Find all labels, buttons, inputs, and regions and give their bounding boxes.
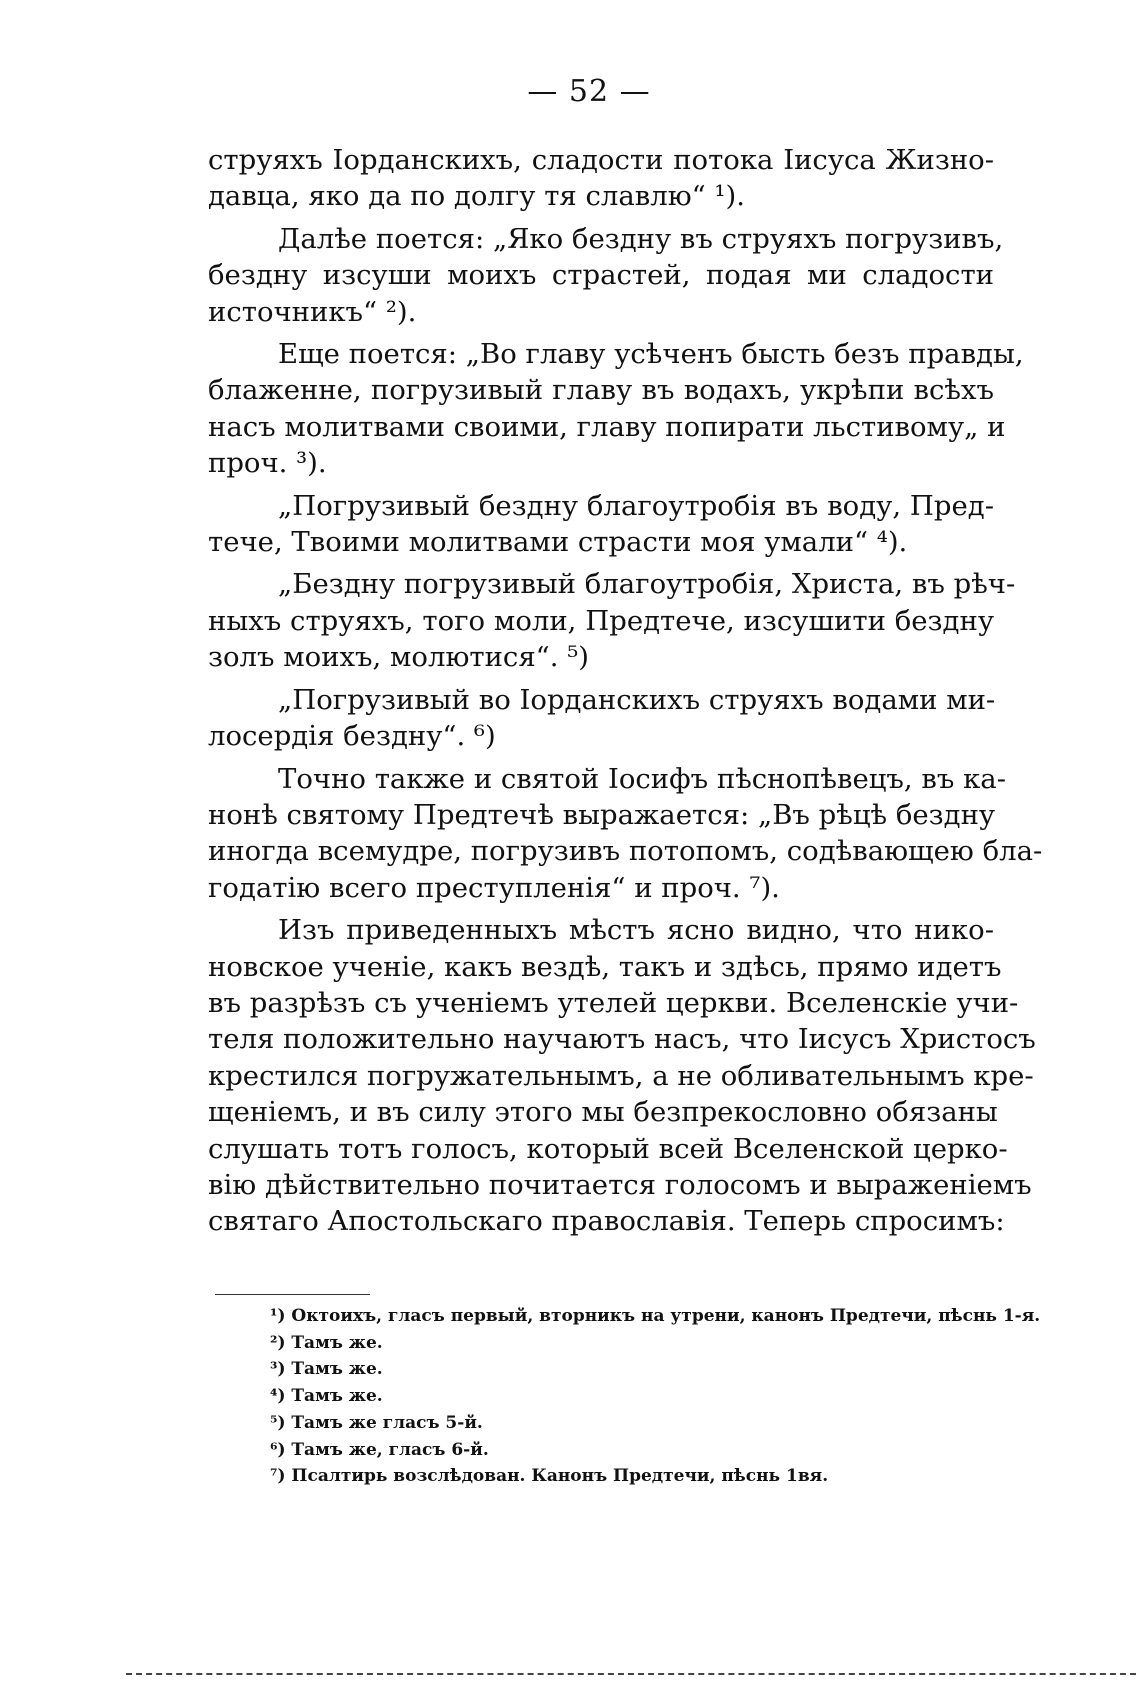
- text-line: проч. ³).: [208, 447, 327, 480]
- text-line: Точно также и святой Іосифъ пѣснопѣвецъ, въ ка-: [278, 762, 1006, 795]
- text-line: лосердія бездну“. ⁶): [208, 720, 496, 753]
- text-line: бездну изсуши моихъ страстей, подая ми сладости: [208, 259, 994, 292]
- text-line: годатію всего преступленія“ и проч. ⁷).: [208, 871, 780, 904]
- text-line: новское ученіе, какъ вездѣ, такъ и здѣсь, прямо идетъ: [208, 950, 1002, 983]
- text-line: Далѣе поется: „Яко бездну въ струяхъ погрузивъ,: [278, 222, 1004, 255]
- text-line: теля положительно научаютъ насъ, что Іисусъ Христосъ: [208, 1023, 1036, 1056]
- body-text: [208, 142, 1043, 1246]
- text-line: вію дѣйствительно почитается голосомъ и выраженіемъ: [208, 1168, 1032, 1201]
- footnote-2: ²) Тамъ же.: [270, 1332, 383, 1353]
- text-line: крестился погружательнымъ, а не обливательнымъ кре-: [208, 1059, 1034, 1092]
- page-number: — 52 —: [527, 74, 651, 109]
- text-line: „Бездну погрузивый благоутробія, Христа, въ рѣч-: [278, 568, 1016, 601]
- text-line: „Погрузивый бездну благоутробія въ воду, Пред-: [278, 489, 994, 522]
- text-line: щеніемъ, и въ силу этого мы безпрекословно обязаны: [208, 1096, 998, 1129]
- paragraph-7: [208, 761, 1043, 907]
- text-line: Изъ приведенныхъ мѣстъ ясно видно, что нико-: [278, 914, 994, 947]
- text-line: нонѣ святому Предтечѣ выражается: „Въ рѣцѣ бездну: [208, 798, 996, 831]
- text-line: тече, Твоими молитвами страсти моя умали“ ⁴).: [208, 526, 908, 559]
- paragraph-4: [208, 488, 994, 561]
- paragraph-6: [208, 682, 994, 755]
- paragraph-3: [208, 336, 1024, 482]
- text-line: „Погрузивый во Іорданскихъ струяхъ водами ми-: [278, 683, 996, 716]
- text-line: золъ моихъ, молютися“. ⁵): [208, 641, 589, 674]
- text-line: давца, яко да по долгу тя славлю“ ¹).: [208, 180, 745, 213]
- paragraph-1: [208, 142, 994, 215]
- footnote-1: ¹) Октоихъ, гласъ первый, вторникъ на утрени, канонъ Предтечи, пѣснь 1-я.: [270, 1306, 1041, 1326]
- footnote-3: ³) Тамъ же.: [270, 1359, 383, 1380]
- text-line: струяхъ Іорданскихъ, сладости потока Іисуса Жизно-: [208, 144, 994, 176]
- footnotes: [270, 1303, 1041, 1490]
- footnote-7: ⁷) Псалтирь возслѣдован. Канонъ Предтечи, пѣснь 1вя.: [270, 1466, 829, 1487]
- paragraph-2: [208, 221, 1004, 330]
- text-line: слушать тотъ голосъ, который всей Вселенской церко-: [208, 1132, 1008, 1165]
- text-line: въ разрѣзъ съ ученіемъ утелей церкви. Вселенскіе учи-: [208, 986, 1019, 1019]
- text-line: насъ молитвами своими, главу попирати льстивому„ и: [208, 410, 1006, 443]
- text-line: блаженне, погрузивый главу въ водахъ, укрѣпи всѣхъ: [208, 374, 994, 407]
- text-line: ныхъ струяхъ, того моли, Предтече, изсушити бездну: [208, 604, 994, 637]
- text-line: Еще поется: „Во главу усѣченъ бысть безъ правды,: [278, 338, 1024, 371]
- paragraph-5: [208, 566, 1016, 675]
- page-bottom-edge: [126, 1673, 1136, 1675]
- text-line: источникъ“ ²).: [208, 295, 417, 328]
- text-line: святаго Апостольскаго православія. Теперь спросимъ:: [208, 1205, 1005, 1238]
- footnote-6: ⁶) Тамъ же, гласъ 6-й.: [270, 1439, 489, 1460]
- footnote-5: ⁵) Тамъ же гласъ 5-й.: [270, 1412, 483, 1433]
- paragraph-8: [208, 912, 1036, 1240]
- text-line: иногда всемудре, погрузивъ потопомъ, содѣвающею бла-: [208, 835, 1043, 868]
- footnote-4: ⁴) Тамъ же.: [270, 1386, 383, 1407]
- footnote-separator: [215, 1294, 370, 1295]
